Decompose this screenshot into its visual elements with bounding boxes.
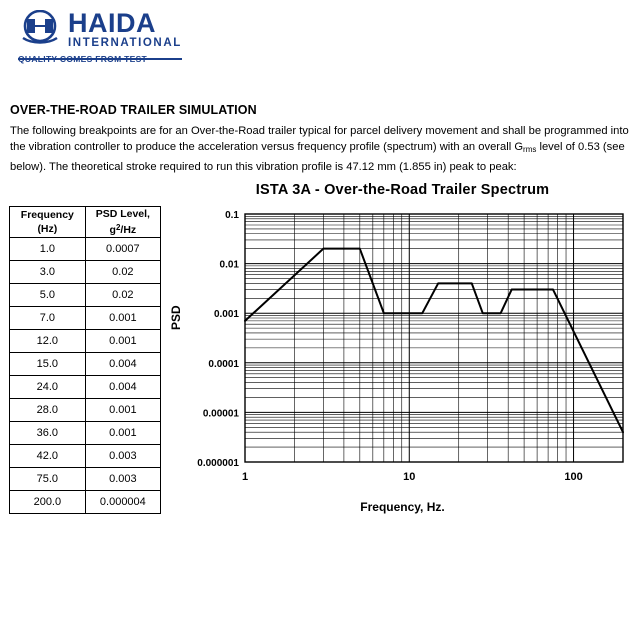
cell-frequency: 28.0 [10, 399, 86, 422]
table-row [10, 468, 161, 491]
brand-logo [18, 10, 318, 64]
svg-text:0.01: 0.01 [219, 259, 239, 271]
cell-frequency: 1.0 [10, 238, 86, 261]
paragraph-line-1: The following breakpoints are for an Over-the-Road trailer typical for parcel delivery movement and shall be programmed into the [10, 125, 629, 154]
table-row [10, 491, 161, 514]
cell-frequency: 24.0 [10, 376, 86, 399]
paragraph-line-2-b: level of 0.53 (see below). [10, 141, 625, 173]
svg-text:0.00001: 0.00001 [202, 408, 239, 420]
cell-frequency: 15.0 [10, 353, 86, 376]
table-row [10, 445, 161, 468]
table-header-psd-line2 [86, 221, 160, 237]
cell-psd: 0.02 [85, 261, 160, 284]
cell-frequency: 75.0 [10, 468, 86, 491]
page-title: OVER-THE-ROAD TRAILER SIMULATION [10, 103, 257, 117]
psd-spectrum-chart [169, 182, 630, 522]
cell-psd: 0.001 [85, 330, 160, 353]
svg-text:0.1: 0.1 [225, 210, 239, 221]
svg-text:10: 10 [403, 471, 416, 483]
grms-subscript: rms [523, 145, 537, 155]
table-row [10, 376, 161, 399]
intro-paragraph [10, 123, 636, 175]
table-header-psd [85, 207, 160, 238]
table-row [10, 238, 161, 261]
cell-frequency: 200.0 [10, 491, 86, 514]
table-header-frequency-line2: (Hz) [37, 223, 58, 235]
svg-text:1: 1 [241, 471, 249, 483]
table-row [10, 353, 161, 376]
cell-psd: 0.000004 [85, 491, 160, 514]
table-row [10, 330, 161, 353]
cell-psd: 0.003 [85, 468, 160, 491]
brand-name: HAIDA [68, 8, 156, 38]
table-row [10, 307, 161, 330]
haida-monogram-icon [18, 10, 62, 44]
brand-divider [18, 58, 182, 60]
brand-subtitle: INTERNATIONAL [68, 37, 182, 49]
table-row [10, 399, 161, 422]
table-row [10, 261, 161, 284]
cell-psd: 0.004 [85, 353, 160, 376]
cell-frequency: 12.0 [10, 330, 86, 353]
cell-frequency: 7.0 [10, 307, 86, 330]
cell-psd: 0.004 [85, 376, 160, 399]
chart-title: ISTA 3A - Over-the-Road Trailer Spectrum [255, 182, 550, 198]
cell-psd: 0.001 [85, 399, 160, 422]
table-header-row [10, 207, 161, 238]
psd-unit-exponent: 2 [115, 223, 121, 232]
psd-unit-g: g [109, 224, 116, 236]
chart-y-axis-label: PSD [169, 305, 183, 330]
table-row [10, 422, 161, 445]
cell-frequency: 36.0 [10, 422, 86, 445]
paragraph-line-3: The theoretical stroke required to run this vibration profile is 47.12 mm (1.855 in) peak to peak: [48, 160, 517, 173]
cell-frequency: 42.0 [10, 445, 86, 468]
svg-text:0.0001: 0.0001 [208, 358, 239, 370]
cell-psd: 0.0007 [85, 238, 160, 261]
cell-frequency: 5.0 [10, 284, 86, 307]
table-header-frequency-line1: Frequency [20, 209, 74, 221]
cell-psd: 0.001 [85, 422, 160, 445]
cell-psd: 0.001 [85, 307, 160, 330]
table-header-psd-line1: PSD Level, [95, 208, 150, 220]
chart-canvas [175, 200, 630, 500]
chart-x-axis-label: Frequency, Hz. [360, 500, 445, 514]
breakpoint-table [9, 206, 161, 514]
svg-text:0.001: 0.001 [213, 309, 239, 321]
cell-frequency: 3.0 [10, 261, 86, 284]
psd-unit-perhz: /Hz [120, 224, 137, 236]
table-body [10, 238, 161, 514]
svg-text:100: 100 [564, 471, 583, 483]
table-header-frequency [10, 207, 86, 238]
cell-psd: 0.003 [85, 445, 160, 468]
paragraph-line-2-a: vibration controller to produce the acceleration versus frequency profile (spectrum) with an overall G [28, 141, 524, 154]
svg-text:0.000001: 0.000001 [197, 458, 239, 469]
cell-psd: 0.02 [85, 284, 160, 307]
table-row [10, 284, 161, 307]
